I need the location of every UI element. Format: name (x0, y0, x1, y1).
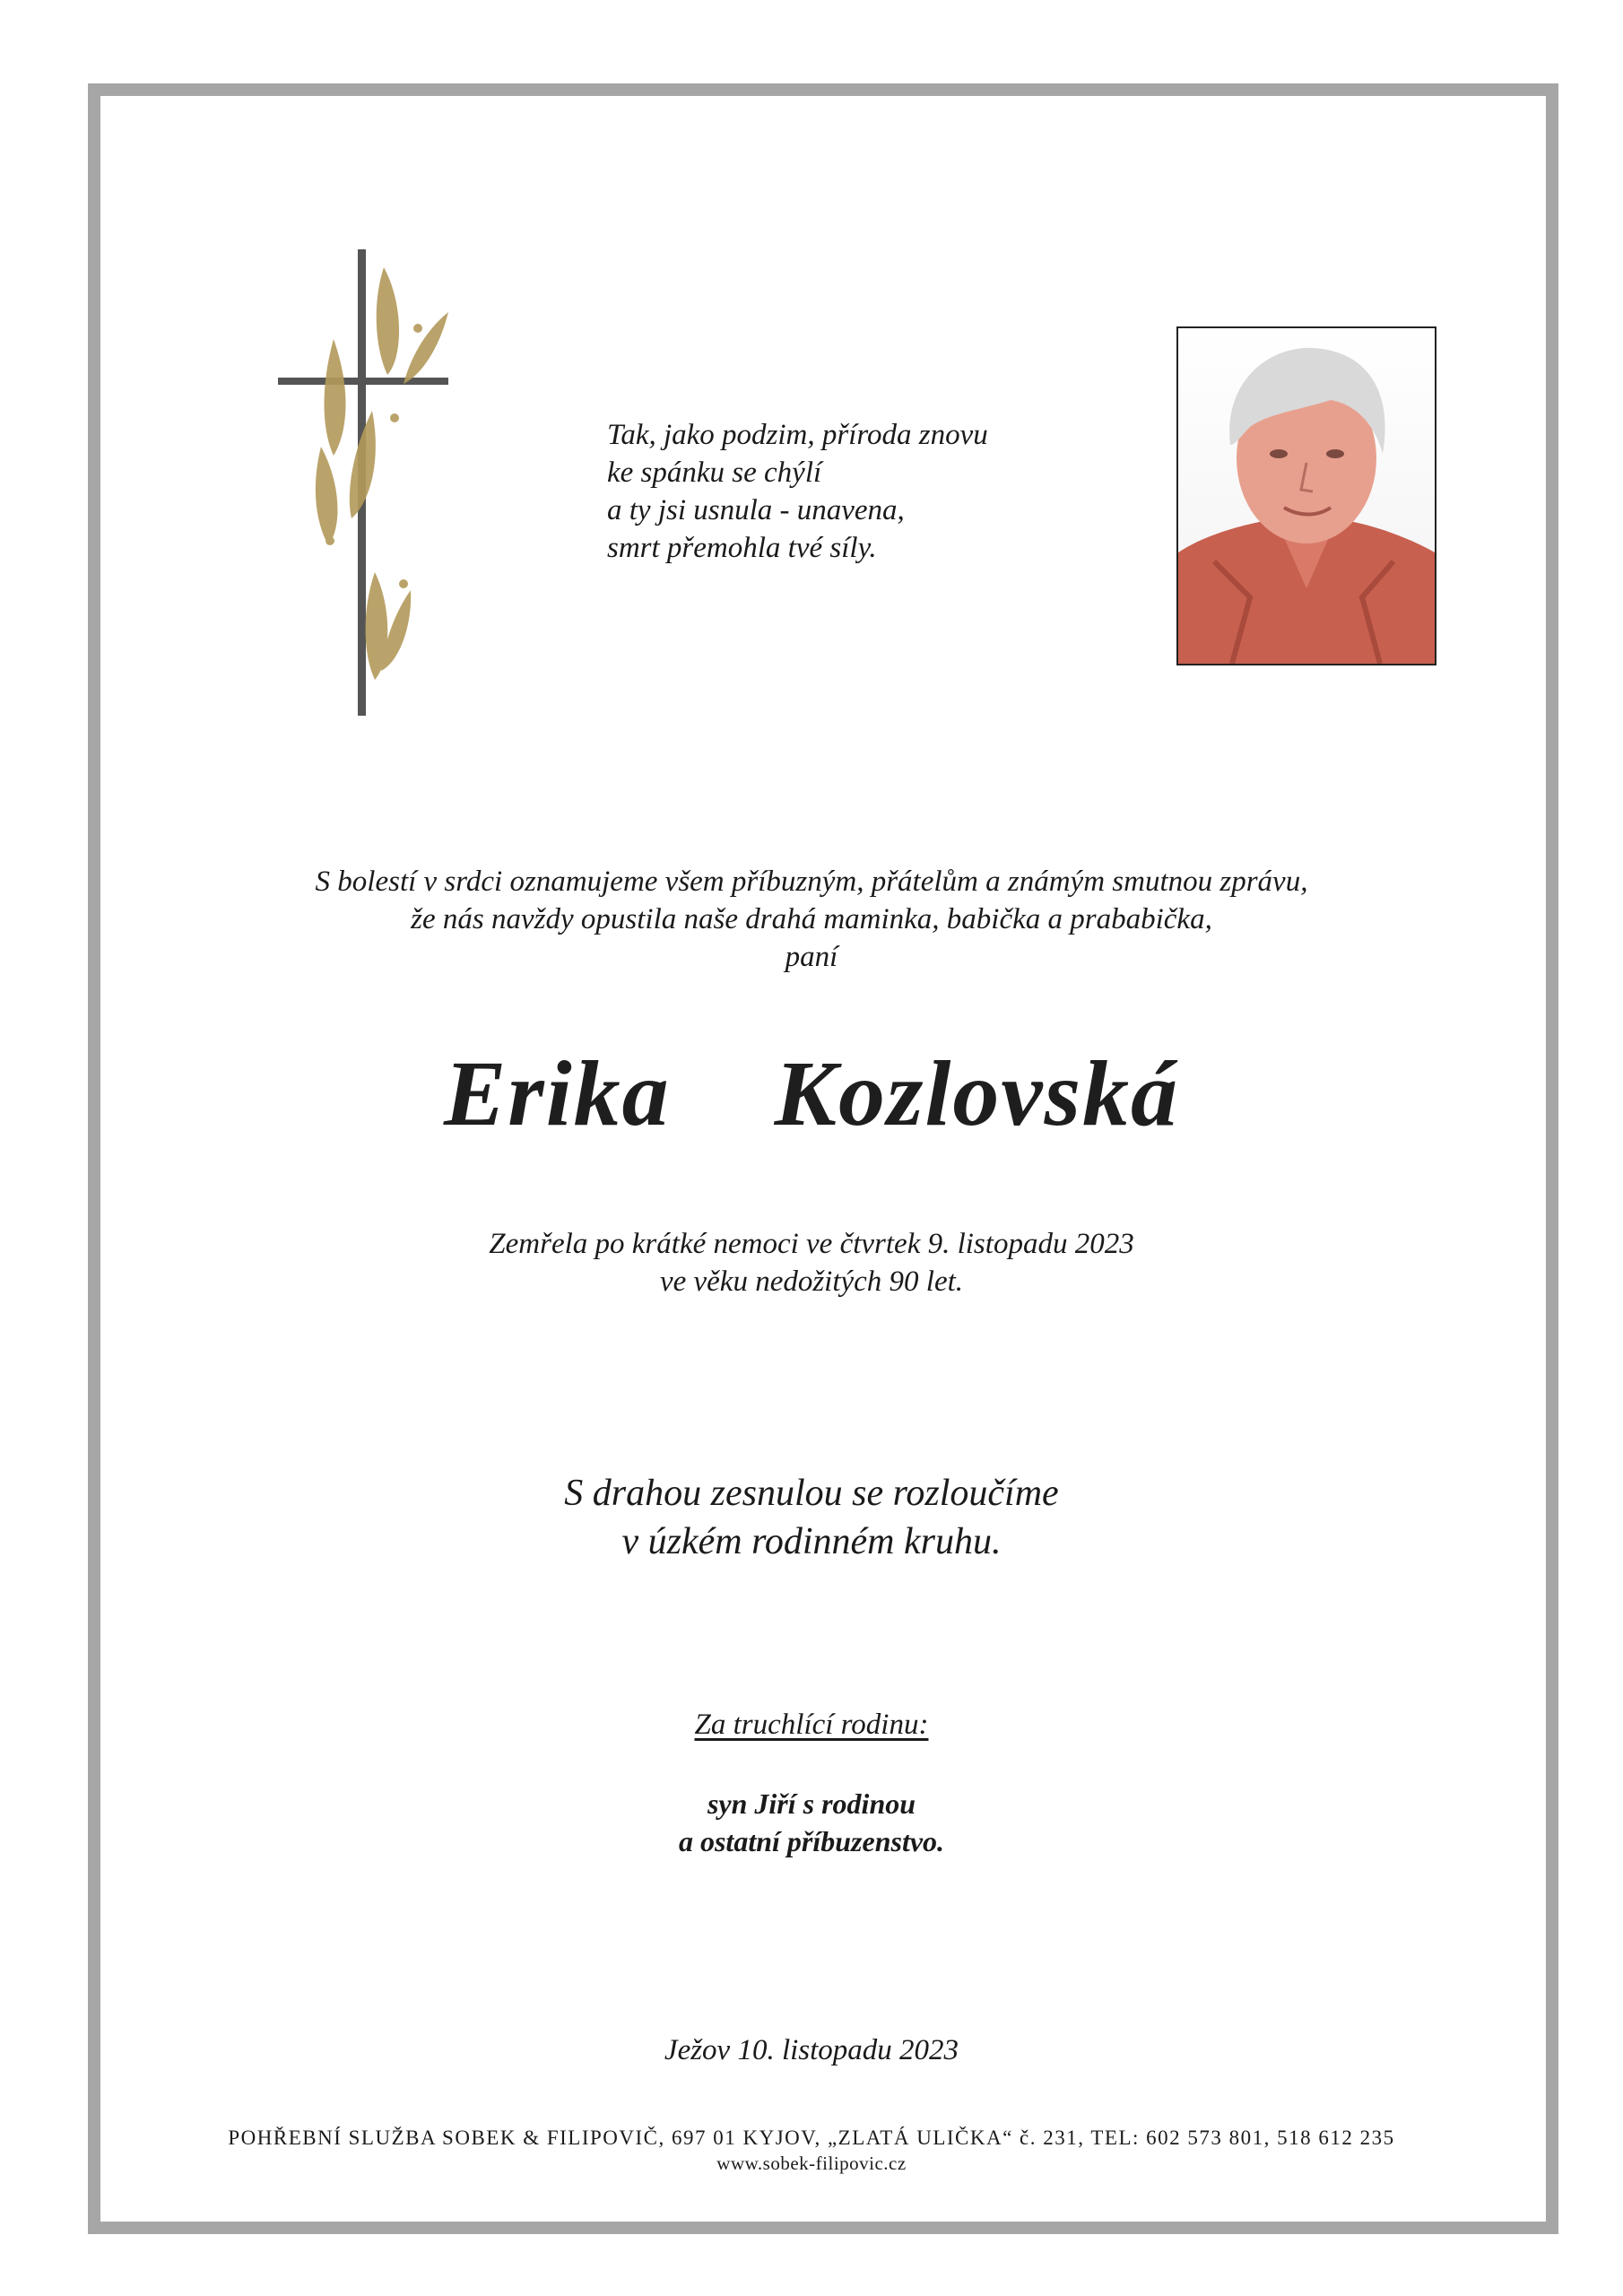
family-heading: Za truchlící rodinu: (694, 1709, 929, 1741)
poem-line: Tak, jako podzim, příroda znovu (607, 419, 988, 451)
funeral-service-footer (0, 2126, 1623, 2176)
farewell-note (0, 1469, 1623, 1566)
place-and-date: Ježov 10. listopadu 2023 (664, 2034, 959, 2066)
cross-with-leaves-icon (269, 249, 466, 716)
poem-line: smrt přemohla tvé síly. (607, 532, 877, 564)
footer-website: www.sobek-filipovic.cz (716, 2152, 907, 2174)
family-line: a ostatní příbuzenstvo. (678, 1825, 945, 1857)
death-info-line: Zemřela po krátké nemoci ve čtvrtek 9. listopadu 2023 (489, 1228, 1134, 1260)
poem (607, 416, 988, 567)
poem-line: a ty jsi usnula - unavena, (607, 494, 905, 526)
death-info-line: ve věku nedožitých 90 let. (659, 1265, 964, 1298)
death-info (0, 1225, 1623, 1300)
portrait-photo (1176, 326, 1436, 665)
family-line: syn Jiří s rodinou (707, 1787, 916, 1820)
poem-line: ke spánku se chýlí (607, 457, 822, 489)
farewell-line: S drahou zesnulou se rozloučíme (564, 1473, 1059, 1514)
deceased-name: Erika Kozlovská (443, 1042, 1180, 1145)
announcement (0, 863, 1623, 976)
family-list (0, 1785, 1623, 1860)
footer-company: POHŘEBNÍ SLUŽBA SOBEK & FILIPOVIČ, 697 01 KYJOV, „ZLATÁ ULIČKA“ č. 231, TEL: 602 573 801, 518 612 235 (228, 2126, 1395, 2149)
announcement-line: že nás navždy opustila naše drahá maminka, babička a prababička, (411, 903, 1212, 935)
announcement-line: S bolestí v srdci oznamujeme všem příbuzným, přátelům a známým smutnou zprávu, (315, 865, 1308, 898)
announcement-line: paní (785, 941, 838, 973)
farewell-line: v úzkém rodinném kruhu. (621, 1521, 1002, 1562)
